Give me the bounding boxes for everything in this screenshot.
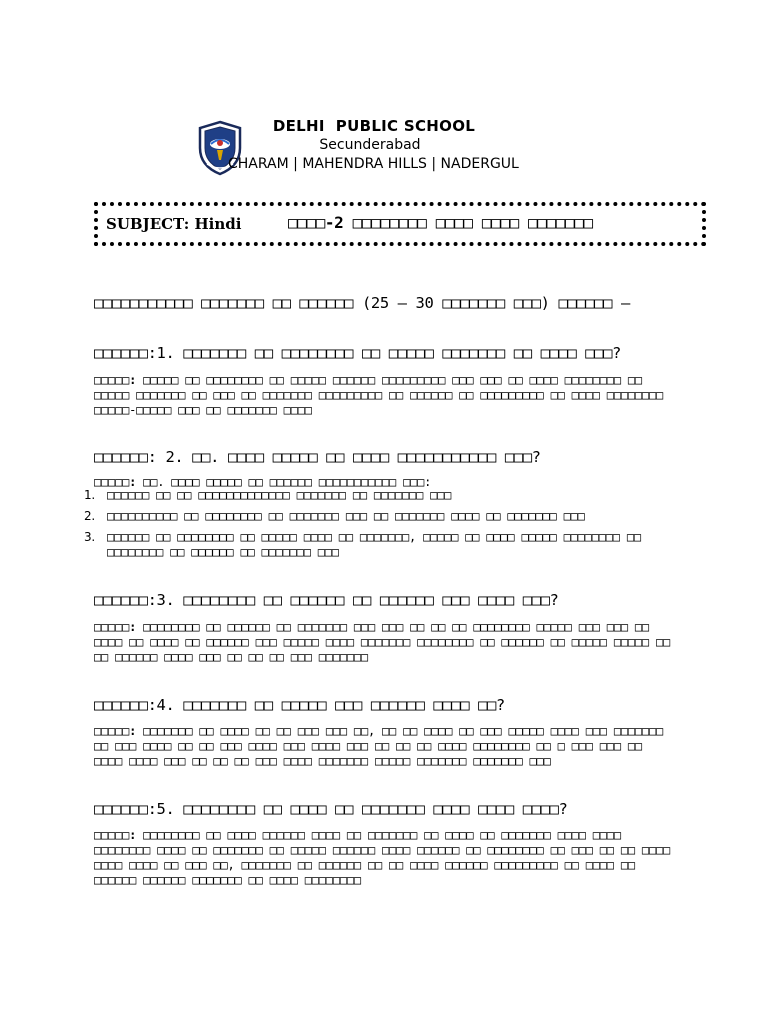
- answer-label: □□□□□:: [94, 475, 137, 489]
- answer-text: □□□□□□□ □□ □□□□ □□ □□ □□□ □□□ □□, □□ □□ □□□□ □□ □□□ □□□□□ □□□□ □□□ □□□□□□□ □□ □□□ □□□□ □□ □□ □□□ □□□□ □□□ □□□□ □□□ □□ □□ □□ □□□□ □□□□□□□□ □□ □ □□□ □□□ □□ □□□□ □□□□ □□□ □□ □□ □□ □□□ □□□□ □□□□□□□ □□□□□ □□□□□□□ □□□□□□□ □□□: [94, 724, 664, 768]
- subject-box: [94, 202, 706, 246]
- answer-5: [94, 828, 674, 888]
- list-number: 3.: [84, 530, 96, 544]
- answer-text: □□. □□□□ □□□□□ □□ □□□□□□ □□□□□□□□□□□ □□□:: [136, 475, 432, 489]
- list-item-text: □□□□□□ □□ □□ □□□□□□□□□□□□□ □□□□□□□ □□ □□□□□□□ □□□: [107, 488, 452, 502]
- answer-text: □□□□□ □□ □□□□□□□□ □□ □□□□□ □□□□□□ □□□□□□□□□ □□□ □□□ □□ □□□□ □□□□□□□□ □□ □□□□□ □□□□□□□ □□ □□□ □□ □□□□□□□ □□□□□□□□□ □□ □□□□□□ □□ □□□□□□□□□ □□ □□□□ □□□□□□□□ □□□□□-□□□□□ □□□ □□ □□□□□□□ □□□□: [94, 373, 663, 417]
- answer-label: □□□□□:: [94, 373, 137, 387]
- subject-label: SUBJECT: Hindi: [106, 215, 242, 233]
- question-5: □□□□□□:5. □□□□□□□□ □□ □□□□ □□ □□□□□□□ □□□□ □□□□ □□□□?: [94, 800, 568, 818]
- list-number: 2.: [84, 509, 96, 523]
- list-item-text: □□□□□□□□□□ □□ □□□□□□□□ □□ □□□□□□□ □□□ □□ □□□□□□□ □□□□ □□ □□□□□□□ □□□: [107, 509, 585, 523]
- list-item: [84, 509, 684, 524]
- answer-text: □□□□□□□□ □□ □□□□□□ □□ □□□□□□□ □□□ □□□ □□ □□ □□ □□□□□□□□ □□□□□ □□□ □□□ □□ □□□□ □□ □□□□ □□ □□□□□□ □□□ □□□□□ □□□□ □□□□□□□ □□□□□□□□ □□ □□□□□□ □□ □□□□□ □□□□□ □□ □□ □□□□□□ □□□□ □□□ □□ □□ □□ □□□ □□□□□□□: [94, 620, 671, 664]
- answer-label: □□□□□:: [94, 724, 137, 738]
- question-3: □□□□□□:3. □□□□□□□□ □□ □□□□□□ □□ □□□□□□ □□□ □□□□ □□□?: [94, 591, 559, 609]
- list-item-text: □□□□□□ □□ □□□□□□□□ □□ □□□□□ □□□□ □□ □□□□□□□, □□□□□ □□ □□□□ □□□□□ □□□□□□□□ □□ □□□□□□□□ □□ □□□□□□ □□ □□□□□□□ □□□: [107, 530, 641, 559]
- answer-label: □□□□□:: [94, 620, 137, 634]
- list-number: 1.: [84, 488, 96, 502]
- school-branches-wrapper: [228, 154, 758, 176]
- answer-label: □□□□□:: [94, 828, 137, 842]
- answer-text: □□□□□□□□ □□ □□□□ □□□□□□ □□□□ □□ □□□□□□□ □□ □□□□ □□ □□□□□□□ □□□□ □□□□ □□□□□□□□ □□□□ □□ □□□□□□□ □□ □□□□□ □□□□□□ □□□□ □□□□□□ □□ □□□□□□□□ □□ □□□ □□ □□ □□□□ □□□□ □□□□ □□ □□□ □□, □□□□□□□ □□ □□□□□□ □□ □□ □□□□ □□□□□□ □□□□□□□□□ □□ □□□□ □□ □□□□□□ □□□□□□ □□□□□□□ □□ □□□□ □□□□□□□□: [94, 828, 671, 887]
- instruction-heading: □□□□□□□□□□□ □□□□□□□ □□ □□□□□□ (25 – 30 □□□□□□□ □□□) □□□□□□ –: [94, 294, 630, 312]
- school-branches: CHARAM | MAHENDRA HILLS | NADERGUL: [228, 156, 519, 172]
- chapter-title: □□□□-2 □□□□□□□□ □□□□ □□□□ □□□□□□□: [288, 213, 593, 232]
- question-2: □□□□□□: 2. □□. □□□□ □□□□□ □□ □□□□ □□□□□□□□□□□ □□□?: [94, 448, 541, 466]
- school-name: DELHI PUBLIC SCHOOL: [272, 117, 476, 135]
- answer-4: [94, 724, 674, 769]
- question-4: □□□□□□:4. □□□□□□□ □□ □□□□□ □□□ □□□□□□ □□□□ □□?: [94, 696, 505, 714]
- answer-1: [94, 373, 674, 418]
- answer-3: [94, 620, 674, 665]
- question-1: □□□□□□:1. □□□□□□□ □□ □□□□□□□□ □□ □□□□□ □□□□□□□ □□ □□□□ □□□?: [94, 344, 621, 362]
- answer-2-points: [84, 488, 684, 566]
- school-city: Secunderabad: [319, 137, 421, 153]
- list-item: [84, 488, 684, 503]
- list-item: [84, 530, 684, 560]
